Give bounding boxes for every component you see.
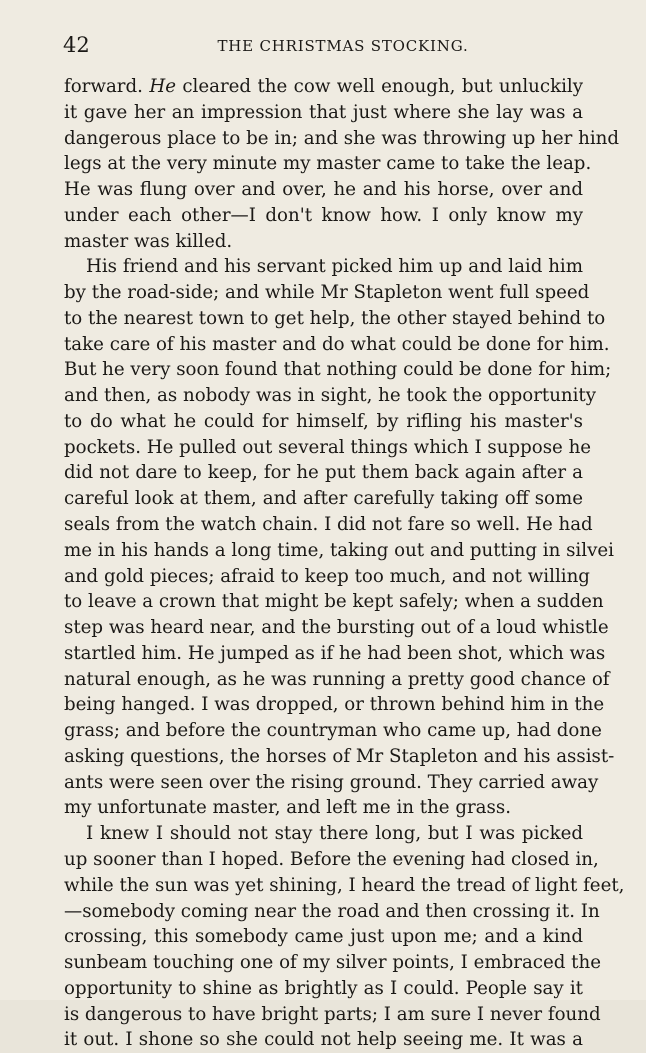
text-line: legs at the very minute my master came to take the leap. [64,153,592,175]
body-text [64,74,625,1053]
text-line: His friend and his servant picked him up and laid him [86,256,583,278]
italic-word: He [149,76,176,97]
text-line: up sooner than I hoped. Before the evening had closed in, [64,848,599,870]
text-line: But he very soon found that nothing could be done for him; [64,359,612,381]
page-header [63,33,583,57]
text-line: and then, as nobody was in sight, he took the opportunity [64,385,597,407]
text-line: pockets. He pulled out several things which I suppose he [64,436,592,458]
text-line: did not dare to keep, for he put them back again after a [64,462,583,484]
text-line: me in his hands a long time, taking out and putting in silvei [64,539,614,561]
text-line: natural enough, as he was running a pretty good chance of [64,668,610,690]
text-line: He was flung over and over, he and his horse, over and [64,179,583,201]
text-line: to leave a crown that might be kept safely; when a sudden [64,591,604,613]
text-line: being hanged. I was dropped, or thrown behind him in the [64,694,605,716]
running-title: THE CHRISTMAS STOCKING. [217,37,469,55]
text-line: —somebody coming near the road and then crossing it. In [64,900,600,922]
text-line: to the nearest town to get help, the other stayed behind to [64,307,606,329]
text-line: it gave her an impression that just where she lay was a [64,101,583,123]
text-line: to do what he could for himself, by rifling his master's [64,410,583,432]
text-line: careful look at them, and after carefully taking off some [64,488,583,510]
text-line: I knew I should not stay there long, but I was picked [86,823,583,845]
text-line: crossing, this somebody came just upon me; and a kind [64,926,583,948]
text-line: grass; and before the countryman who came up, had done [64,720,602,742]
text-line: step was heard near, and the bursting out of a loud whistle [64,617,609,639]
text-line: seals from the watch chain. I did not fare so well. He had [64,514,593,536]
text-line: ants were seen over the rising ground. They carried away [64,771,599,793]
text-line: it out. I shone so she could not help seeing me. It was a [64,1029,583,1051]
page-number: 42 [63,33,90,57]
text-line: is dangerous to have bright parts; I am sure I never found [64,1003,601,1025]
text-line: take care of his master and do what could be done for him. [64,333,610,355]
text-line: forward. He cleared the cow well enough, but unluckily [64,76,584,97]
text-line: by the road-side; and while Mr Stapleton went full speed [64,282,590,304]
text-line: and gold pieces; afraid to keep too much, and not willing [64,565,590,587]
text-line: dangerous place to be in; and she was throwing up her hind [64,127,620,149]
text-line: startled him. He jumped as if he had been shot, which was [64,642,606,664]
text-line: while the sun was yet shining, I heard the tread of light feet, [64,874,625,896]
text-line: opportunity to shine as brightly as I could. People say it [64,977,583,999]
text-line: asking questions, the horses of Mr Stapleton and his assist- [64,745,615,767]
text-line: sunbeam touching one of my silver points, I embraced the [64,952,601,974]
text-line: my unfortunate master, and left me in the grass. [64,797,511,819]
text-line: master was killed. [64,230,233,252]
text-line: under each other—I don't know how. I only know my [64,204,583,226]
